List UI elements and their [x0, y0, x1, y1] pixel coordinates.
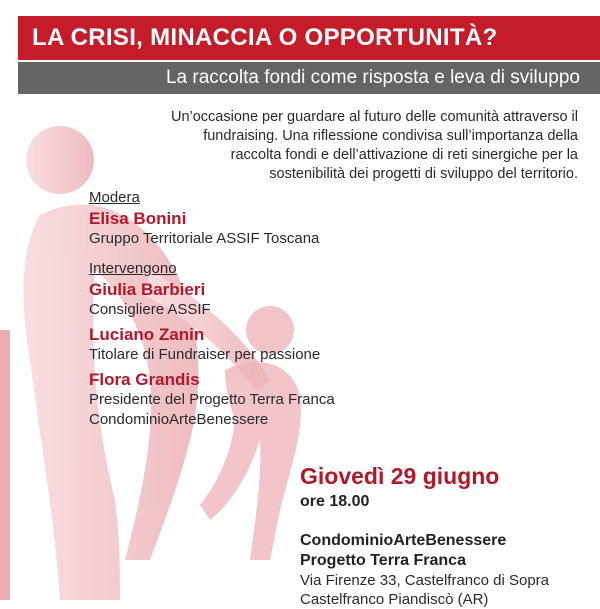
venue-name: Progetto Terra Franca: [300, 552, 466, 569]
venue-address: Castelfranco Piandiscò (AR): [300, 591, 489, 608]
intro-line: Un’occasione per guardare al futuro delle comunità attraverso il: [170, 109, 578, 125]
venue-address: Via Firenze 33, Castelfranco di Sopra: [300, 572, 550, 589]
speaker-name: Flora Grandis: [89, 370, 200, 389]
speaker-name: Giulia Barbieri: [89, 280, 206, 299]
speaker-name: Luciano Zanin: [89, 325, 205, 344]
speaker-description: Consigliere ASSIF: [89, 301, 211, 318]
intro-line: fundraising. Una riflessione condivisa sull’importanza della: [203, 128, 578, 144]
venue-block: [300, 531, 600, 609]
page-subtitle: La raccolta fondi come risposta e leva di sviluppo: [165, 67, 580, 88]
moderator-description: Gruppo Territoriale ASSIF Toscana: [89, 230, 320, 247]
people-section: [89, 188, 509, 430]
event-time: ore 18.00: [300, 493, 370, 510]
intro-line: sostenibilità dei progetti di sviluppo del territorio.: [269, 166, 578, 182]
speaker-description: Titolare di Fundraiser per passione: [89, 346, 321, 363]
page-title: LA CRISI, MINACCIA O OPPORTUNITÀ?: [32, 24, 498, 51]
speaker-description: Presidente del Progetto Terra Franca: [89, 391, 335, 408]
speakers-label: Intervengono: [89, 260, 177, 277]
speaker-description: CondominioArteBenessere: [89, 411, 269, 428]
venue-name: CondominioArteBenessere: [300, 532, 507, 549]
intro-line: raccolta fondi e dell’attivazione di reti sinergiche per la: [230, 147, 578, 163]
intro-paragraph: [58, 108, 578, 184]
title-banner: [18, 16, 600, 60]
subtitle-banner: [18, 62, 600, 94]
event-details: [300, 461, 600, 609]
moderator-name: Elisa Bonini: [89, 209, 187, 228]
event-date: Giovedì 29 giugno: [300, 463, 500, 489]
moderator-label: Modera: [89, 189, 140, 206]
